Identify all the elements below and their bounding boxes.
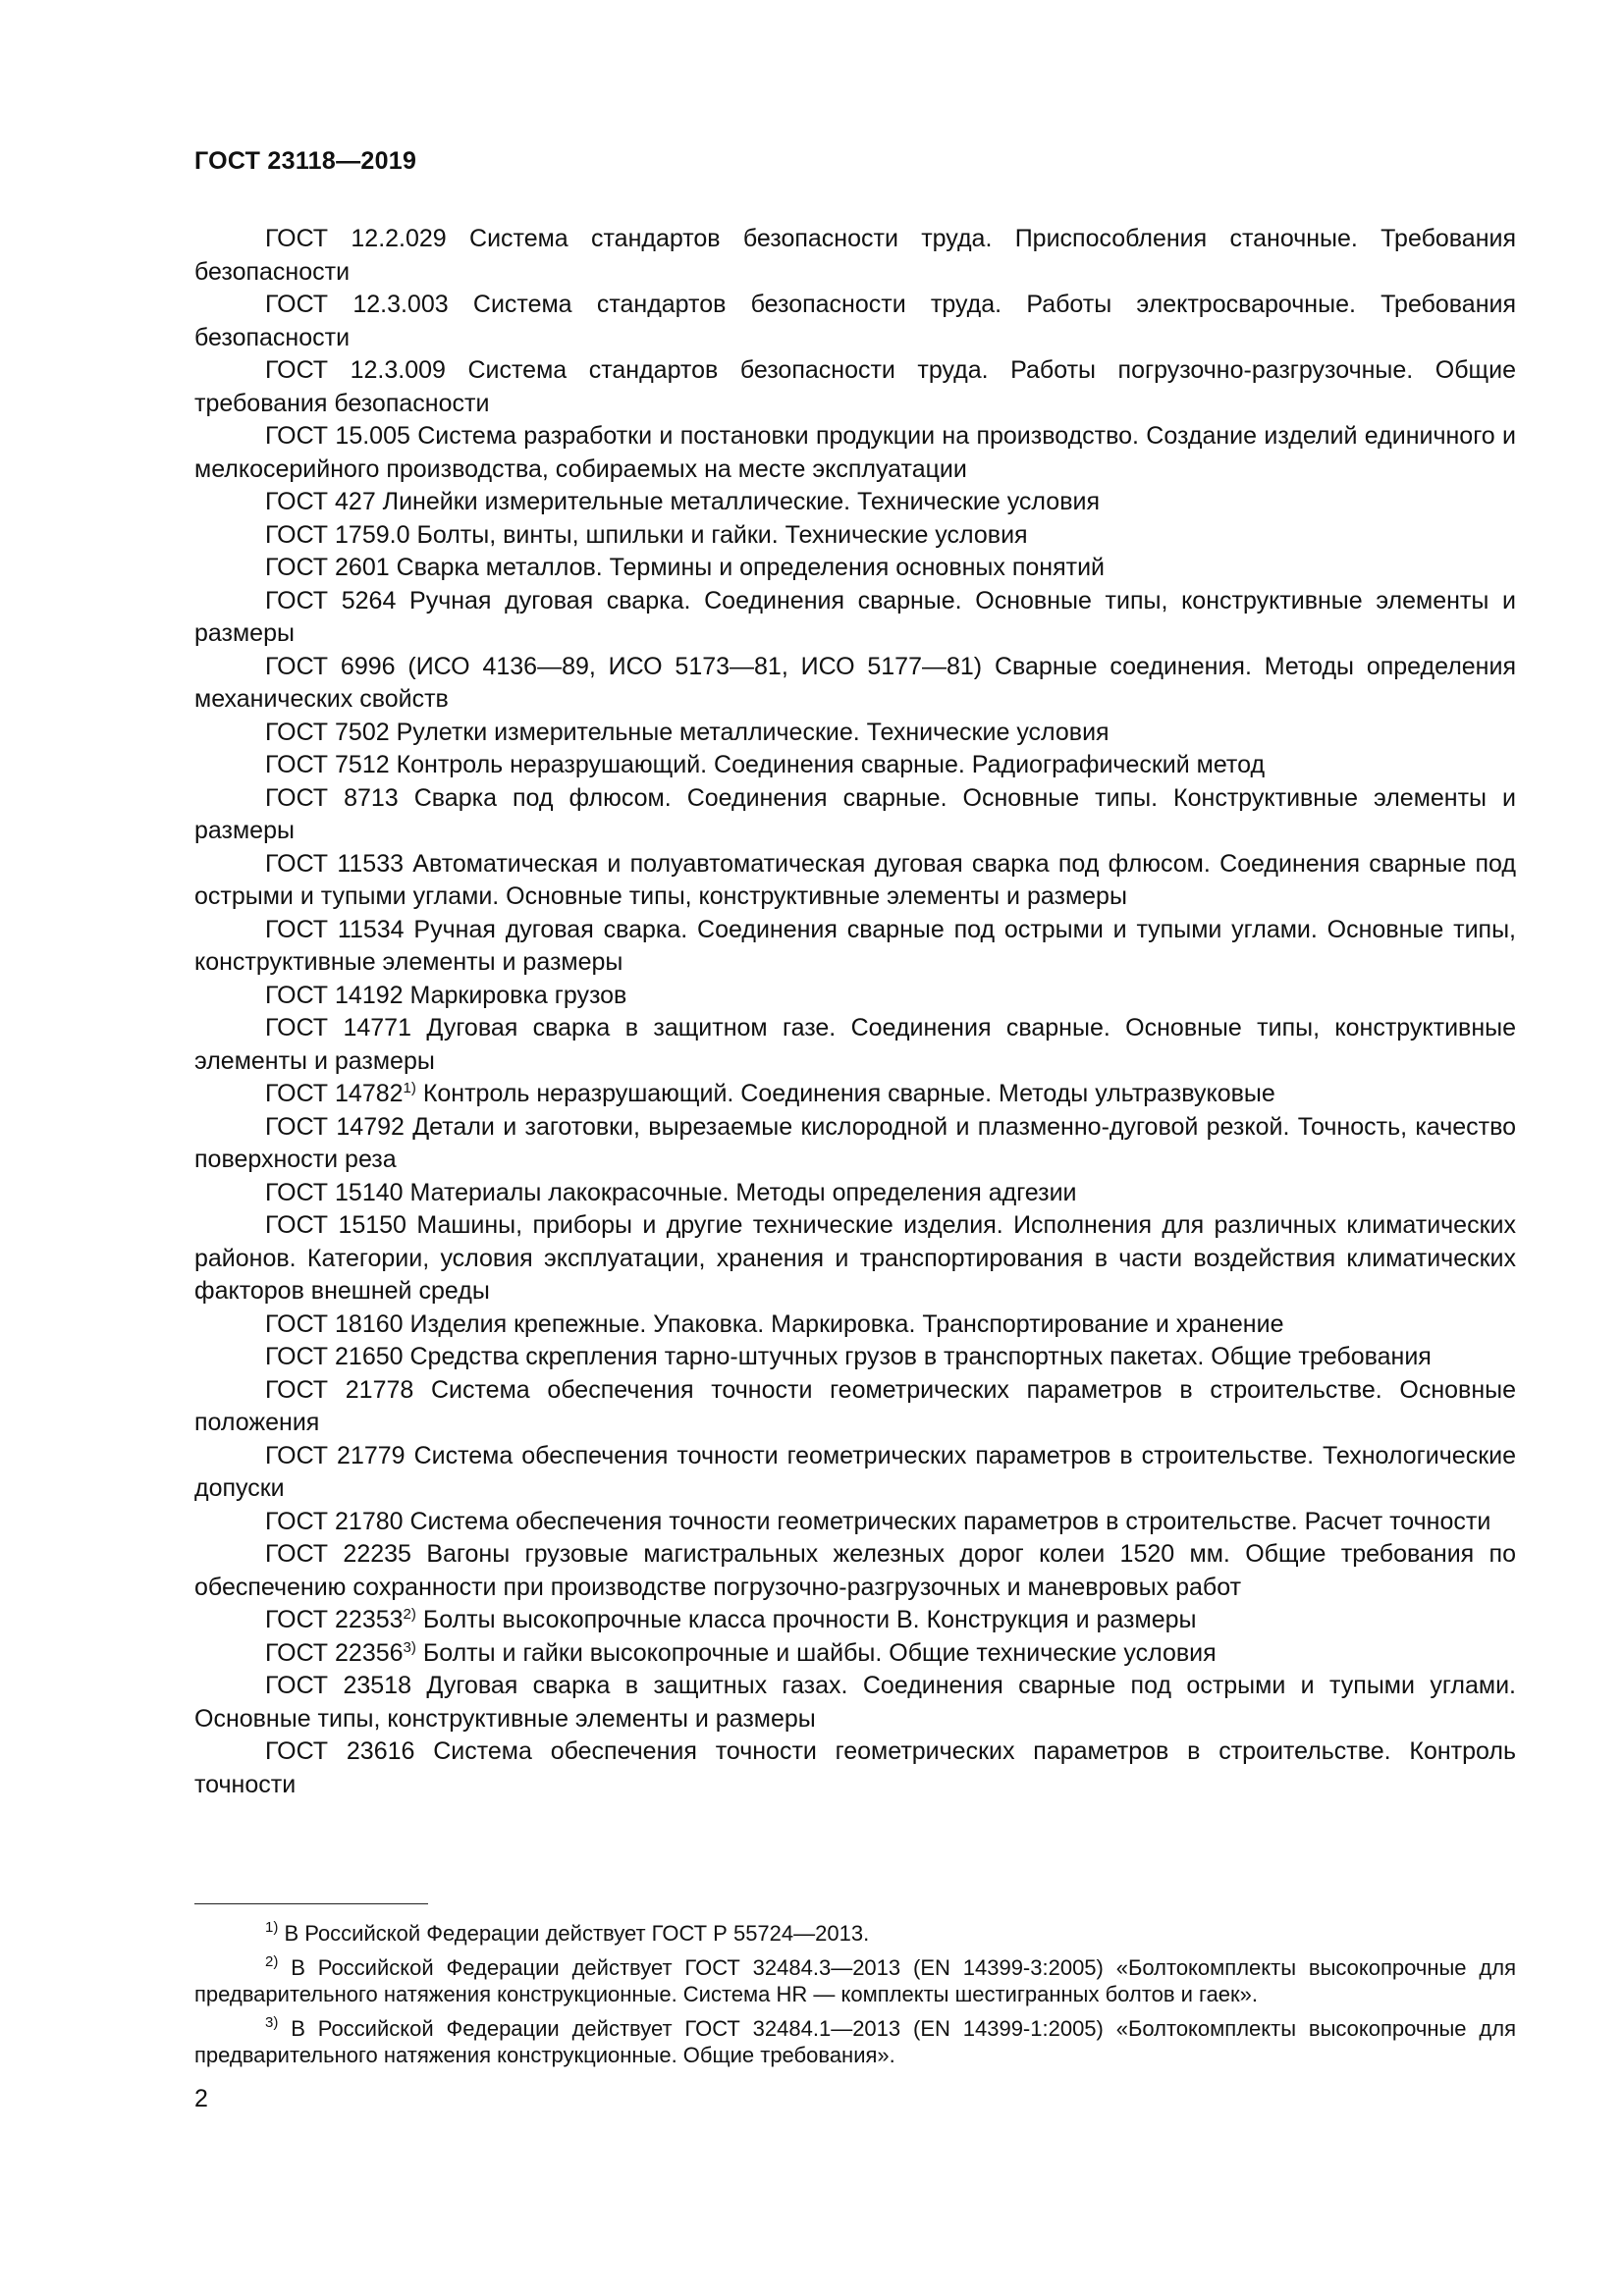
footnote-item — [194, 2015, 1516, 2068]
reference-item — [194, 914, 1516, 980]
reference-title: Вагоны грузовые магистральных железных дорог колеи 1520 мм. Общие требования по обеспечению сохранности при производстве погрузочно-разгрузочных и маневровых работ — [194, 1540, 1516, 1601]
reference-title: Болты и гайки высокопрочные и шайбы. Общие технические условия — [415, 1638, 1217, 1667]
reference-item — [194, 1637, 1516, 1671]
reference-title: (ИСО 4136—89, ИСО 5173—81, ИСО 5177—81) Сварные соединения. Методы определения механических свойств — [194, 652, 1516, 713]
reference-title: Дуговая сварка в защитном газе. Соединения сварные. Основные типы, конструктивные элементы и размеры — [194, 1014, 1517, 1075]
reference-code: ГОСТ 21650 — [265, 1343, 404, 1370]
document-header-title: ГОСТ 23118—2019 — [194, 147, 417, 175]
reference-item — [194, 1308, 1516, 1342]
reference-title: Детали и заготовки, вырезаемые кислородной и плазменно-дуговой резкой. Точность, качество поверхности реза — [194, 1112, 1516, 1173]
reference-title: Дуговая сварка в защитных газах. Соединения сварные под острыми и тупыми углами. Основные типы, конструктивные элементы и размеры — [194, 1672, 1516, 1733]
reference-item — [194, 749, 1516, 782]
reference-code: ГОСТ 1759.0 — [265, 520, 410, 549]
reference-title: Линейки измерительные металлические. Технические условия — [375, 488, 1100, 515]
reference-item — [194, 1341, 1516, 1374]
reference-code: ГОСТ 6996 — [265, 652, 396, 680]
reference-code: ГОСТ 12.2.029 — [265, 225, 447, 252]
reference-code: ГОСТ 8713 — [265, 783, 399, 812]
reference-title: Система обеспечения точности геометрических параметров в строительстве. Технологические допуски — [194, 1441, 1517, 1502]
reference-item — [194, 717, 1516, 750]
reference-title: Система стандартов безопасности труда. Приспособления станочные. Требования безопасности — [194, 225, 1516, 286]
reference-title: Маркировка грузов — [403, 981, 627, 1009]
reference-item — [194, 486, 1516, 519]
reference-code: ГОСТ 11533 — [265, 849, 405, 878]
reference-title: Контроль неразрушающий. Соединения сварные. Методы ультразвуковые — [415, 1080, 1275, 1107]
reference-item — [194, 1111, 1516, 1177]
reference-item — [194, 1374, 1516, 1440]
reference-title: Система разработки и постановки продукции на производство. Создание изделий единичного и мелкосерийного производства, собираемых на месте эксплуатации — [194, 422, 1516, 483]
reference-code: ГОСТ 22235 — [265, 1540, 411, 1568]
reference-item — [194, 1177, 1516, 1210]
footnote-mark: 3) — [265, 2014, 279, 2031]
reference-code: ГОСТ 2601 — [265, 554, 390, 581]
footnote-marker: 1) — [403, 1080, 416, 1096]
footnote-marker: 3) — [403, 1638, 416, 1656]
reference-item — [194, 651, 1516, 717]
normative-references-list — [194, 223, 1516, 1801]
footnote-mark: 1) — [265, 1919, 279, 1936]
reference-title: Система стандартов безопасности труда. Работы погрузочно-разгрузочные. Общие требования безопасности — [194, 356, 1516, 417]
reference-code: ГОСТ 14192 — [265, 981, 404, 1009]
footnote-marker: 2) — [403, 1606, 416, 1623]
reference-item — [194, 1078, 1516, 1111]
reference-code: ГОСТ 14771 — [265, 1014, 411, 1041]
reference-code: ГОСТ 12.3.009 — [265, 356, 446, 384]
reference-item — [194, 1604, 1516, 1637]
reference-title: Ручная дуговая сварка. Соединения сварные под острыми и тупыми углами. Основные типы, конструктивные элементы и размеры — [194, 915, 1517, 976]
reference-item — [194, 1440, 1516, 1506]
reference-code: ГОСТ 5264 — [265, 586, 397, 614]
reference-code: ГОСТ 427 — [265, 488, 376, 515]
reference-item — [194, 585, 1516, 651]
reference-item — [194, 1506, 1516, 1539]
footnote-text: В Российской Федерации действует ГОСТ 32484.1—2013 (EN 14399-1:2005) «Болтокомплекты высокопрочные для предварительного натяжения конструкционные. Общие требования». — [194, 2016, 1516, 2067]
reference-title: Средства скрепления тарно-штучных грузов в транспортных пакетах. Общие требования — [403, 1343, 1432, 1370]
reference-code: ГОСТ 18160 — [265, 1309, 404, 1338]
footnote-item — [194, 1920, 1516, 1947]
reference-item — [194, 782, 1516, 848]
footnote-item — [194, 1954, 1516, 2007]
reference-title: Сварка металлов. Термины и определения основных понятий — [389, 554, 1105, 581]
reference-title: Болты, винты, шпильки и гайки. Технические условия — [409, 520, 1028, 549]
page-number: 2 — [194, 2085, 208, 2112]
reference-item — [194, 848, 1516, 914]
reference-code: ГОСТ 15140 — [265, 1178, 404, 1206]
reference-code: ГОСТ 15150 — [265, 1211, 406, 1239]
reference-title: Система стандартов безопасности труда. Работы электросварочные. Требования безопасности — [194, 291, 1516, 351]
reference-item — [194, 980, 1516, 1013]
reference-code: ГОСТ 21778 — [265, 1375, 414, 1404]
footnote-separator — [194, 1903, 428, 1904]
reference-title: Машины, приборы и другие технические изделия. Исполнения для различных климатических районов. Категории, условия эксплуатации, хранения и транспортирования в части воздействия климатических факторов внешней среды — [194, 1211, 1516, 1305]
reference-item — [194, 223, 1516, 289]
reference-item — [194, 1209, 1516, 1308]
reference-code: ГОСТ 23518 — [265, 1672, 411, 1699]
reference-item — [194, 1538, 1516, 1604]
reference-title: Изделия крепежные. Упаковка. Маркировка. Транспортирование и хранение — [403, 1309, 1284, 1338]
reference-title: Система обеспечения точности геометрических параметров в строительстве. Основные положения — [194, 1375, 1516, 1436]
reference-title: Система обеспечения точности геометрических параметров в строительстве. Расчет точности — [403, 1507, 1491, 1535]
reference-code: ГОСТ 7512 — [265, 751, 390, 778]
reference-code: ГОСТ 11534 — [265, 915, 405, 943]
reference-code: ГОСТ 22356 — [265, 1638, 404, 1667]
reference-item — [194, 1735, 1516, 1801]
reference-code: ГОСТ 15.005 — [265, 422, 410, 450]
reference-item — [194, 552, 1516, 585]
reference-code: ГОСТ 12.3.003 — [265, 291, 449, 318]
reference-code: ГОСТ 23616 — [265, 1737, 415, 1765]
reference-code: ГОСТ 22353 — [265, 1606, 404, 1633]
reference-title: Сварка под флюсом. Соединения сварные. Основные типы. Конструктивные элементы и размеры — [194, 783, 1516, 844]
footnote-text: В Российской Федерации действует ГОСТ Р 55724—2013. — [278, 1921, 870, 1946]
reference-title: Контроль неразрушающий. Соединения сварные. Радиографический метод — [389, 751, 1266, 778]
reference-code: ГОСТ 7502 — [265, 718, 390, 746]
reference-code: ГОСТ 14792 — [265, 1112, 405, 1141]
reference-item — [194, 354, 1516, 420]
footnote-mark: 2) — [265, 1953, 279, 1970]
reference-item — [194, 289, 1516, 354]
footnotes-list — [194, 1920, 1516, 2076]
reference-item — [194, 420, 1516, 486]
reference-title: Болты высокопрочные класса прочности В. Конструкция и размеры — [415, 1606, 1197, 1633]
reference-item — [194, 519, 1516, 553]
reference-title: Автоматическая и полуавтоматическая дуговая сварка под флюсом. Соединения сварные под острыми и тупыми углами. Основные типы, конструктивные элементы и размеры — [194, 849, 1516, 910]
reference-code: ГОСТ 14782 — [265, 1080, 404, 1107]
reference-code: ГОСТ 21780 — [265, 1507, 404, 1535]
reference-title: Рулетки измерительные металлические. Технические условия — [389, 718, 1110, 746]
reference-title: Система обеспечения точности геометрических параметров в строительстве. Контроль точности — [194, 1737, 1516, 1798]
footnote-text: В Российской Федерации действует ГОСТ 32484.3—2013 (EN 14399-3:2005) «Болтокомплекты высокопрочные для предварительного натяжения конструкционные. Система HR — комплекты шестигранных болтов и гаек». — [194, 1955, 1516, 2006]
reference-title: Ручная дуговая сварка. Соединения сварные. Основные типы, конструктивные элементы и размеры — [194, 586, 1516, 647]
reference-item — [194, 1012, 1516, 1078]
reference-title: Материалы лакокрасочные. Методы определения адгезии — [403, 1178, 1077, 1206]
reference-item — [194, 1670, 1516, 1735]
reference-code: ГОСТ 21779 — [265, 1441, 406, 1469]
